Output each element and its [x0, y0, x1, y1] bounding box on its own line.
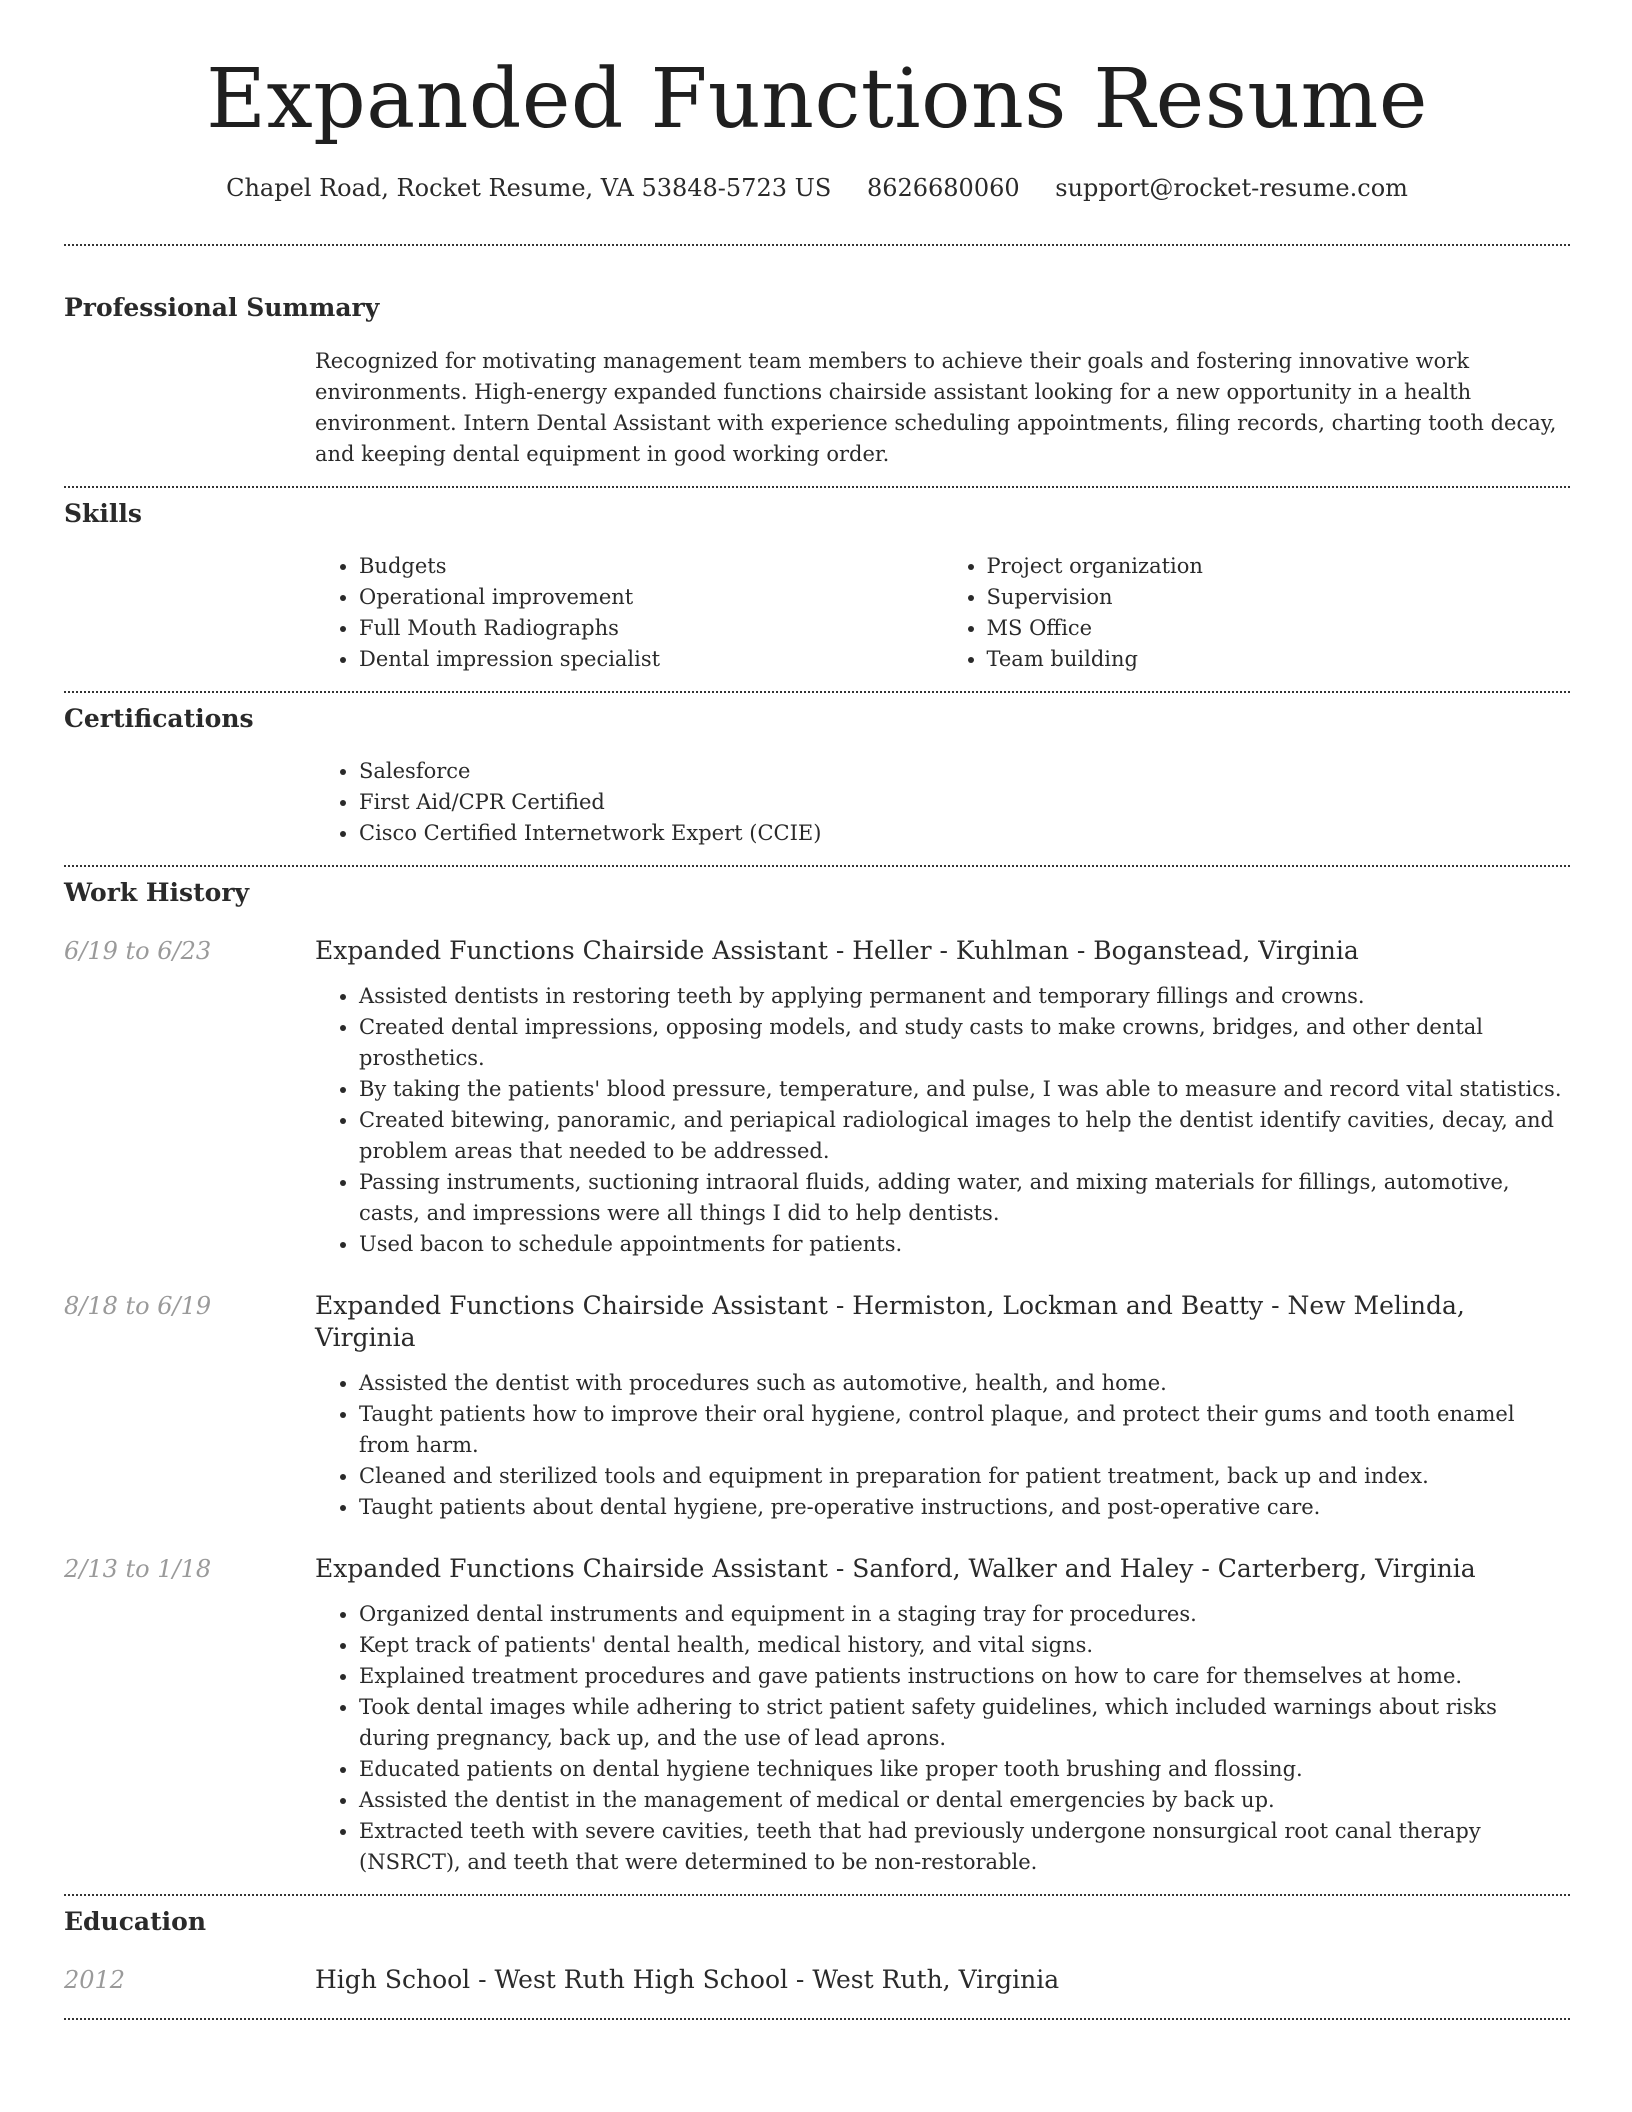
job-entry — [64, 935, 1570, 1260]
skills-grid — [315, 551, 1570, 675]
resume-name: Expanded Functions Resume — [206, 52, 1428, 147]
job-bullets — [315, 1368, 1570, 1523]
section-title-certifications: Certifications — [64, 704, 254, 733]
list-item: • Organized dental instruments and equipment in a staging tray for procedures. — [359, 1599, 1570, 1630]
list-item: • Dental impression specialist — [359, 644, 943, 675]
list-item: • Budgets — [359, 551, 943, 582]
contact-line — [64, 172, 1570, 204]
education-date: 2012 — [64, 1966, 126, 1994]
job-date: 6/19 to 6/23 — [64, 937, 212, 965]
list-item: • Assisted the dentist with procedures such as automotive, health, and home. — [359, 1368, 1570, 1399]
divider — [64, 865, 1570, 867]
list-item: • By taking the patients' blood pressure, temperature, and pulse, I was able to measure and record vital statistics. — [359, 1074, 1570, 1105]
list-item: • Created bitewing, panoramic, and periapical radiological images to help the dentist identify cavities, decay, and problem areas that needed to be addressed. — [359, 1105, 1570, 1167]
list-item: • Extracted teeth with severe cavities, teeth that had previously undergone nonsurgical root canal therapy (NSRCT), and teeth that were determined to be non-restorable. — [359, 1816, 1570, 1878]
job-entry — [64, 1290, 1570, 1523]
divider — [64, 2018, 1570, 2020]
list-item: • Salesforce — [359, 756, 1570, 787]
job-entry — [64, 1553, 1570, 1878]
divider — [64, 1894, 1570, 1896]
list-item: • Supervision — [987, 582, 1571, 613]
skills-section — [64, 498, 1570, 675]
job-date: 2/13 to 1/18 — [64, 1555, 212, 1583]
summary-text: Recognized for motivating management team members to achieve their goals and fostering innovative work environments. High-energy expanded functions chairside assistant looking for a new opportunity in a health environment. Intern Dental Assistant with experience scheduling appointments, filing records, charting tooth decay, and keeping dental equipment in good working order. — [315, 349, 1557, 466]
list-item: • Kept track of patients' dental health, medical history, and vital signs. — [359, 1630, 1570, 1661]
list-item: • First Aid/CPR Certified — [359, 787, 1570, 818]
job-bullets — [315, 1599, 1570, 1878]
contact-address: Chapel Road, Rocket Resume, VA 53848-5723 US — [226, 174, 832, 202]
job-title: Expanded Functions Chairside Assistant - Heller - Kuhlman - Boganstead, Virginia — [315, 936, 1359, 965]
education-title: High School - West Ruth High School - West Ruth, Virginia — [315, 1965, 1060, 1994]
list-item: • Cisco Certified Internetwork Expert (CCIE) — [359, 818, 1570, 849]
list-item: • Created dental impressions, opposing models, and study casts to make crowns, bridges, and other dental prosthetics. — [359, 1012, 1570, 1074]
job-title: Expanded Functions Chairside Assistant - Hermiston, Lockman and Beatty - New Melinda, Virginia — [315, 1291, 1465, 1352]
divider — [64, 486, 1570, 488]
contact-email: support@rocket-resume.com — [1055, 174, 1408, 202]
section-title-skills: Skills — [64, 499, 142, 528]
section-title-summary: Professional Summary — [64, 293, 380, 322]
list-item: • Assisted dentists in restoring teeth by applying permanent and temporary fillings and crowns. — [359, 981, 1570, 1012]
skills-list-left — [315, 551, 943, 675]
list-item: • Passing instruments, suctioning intraoral fluids, adding water, and mixing materials for fillings, automotive, casts, and impressions were all things I did to help dentists. — [359, 1167, 1570, 1229]
resume-page — [64, 0, 1570, 2020]
education-entry — [64, 1964, 1570, 1996]
list-item: • Full Mouth Radiographs — [359, 613, 943, 644]
list-item: • Explained treatment procedures and gave patients instructions on how to care for themselves at home. — [359, 1661, 1570, 1692]
list-item: • Assisted the dentist in the management of medical or dental emergencies by back up. — [359, 1785, 1570, 1816]
divider — [64, 691, 1570, 693]
job-date: 8/18 to 6/19 — [64, 1292, 212, 1320]
list-item: • Project organization — [987, 551, 1571, 582]
certifications-list — [315, 756, 1570, 849]
list-item: • MS Office — [987, 613, 1571, 644]
list-item: • Taught patients how to improve their oral hygiene, control plaque, and protect their gums and tooth enamel from harm. — [359, 1399, 1570, 1461]
work-history-section — [64, 877, 1570, 1878]
education-section — [64, 1906, 1570, 1996]
summary-section — [64, 292, 1570, 470]
list-item: • Took dental images while adhering to strict patient safety guidelines, which included warnings about risks during pregnancy, back up, and the use of lead aprons. — [359, 1692, 1570, 1754]
job-bullets — [315, 981, 1570, 1260]
skills-list-right — [943, 551, 1571, 675]
list-item: • Cleaned and sterilized tools and equipment in preparation for patient treatment, back up and index. — [359, 1461, 1570, 1492]
certifications-section — [64, 703, 1570, 849]
section-title-work-history: Work History — [64, 878, 250, 907]
list-item: • Taught patients about dental hygiene, pre-operative instructions, and post-operative care. — [359, 1492, 1570, 1523]
job-title: Expanded Functions Chairside Assistant - Sanford, Walker and Haley - Carterberg, Virginia — [315, 1554, 1476, 1583]
list-item: • Used bacon to schedule appointments for patients. — [359, 1229, 1570, 1260]
section-title-education: Education — [64, 1907, 207, 1936]
divider — [64, 244, 1570, 246]
list-item: • Educated patients on dental hygiene techniques like proper tooth brushing and flossing. — [359, 1754, 1570, 1785]
contact-phone: 8626680060 — [866, 174, 1020, 202]
list-item: • Team building — [987, 644, 1571, 675]
list-item: • Operational improvement — [359, 582, 943, 613]
